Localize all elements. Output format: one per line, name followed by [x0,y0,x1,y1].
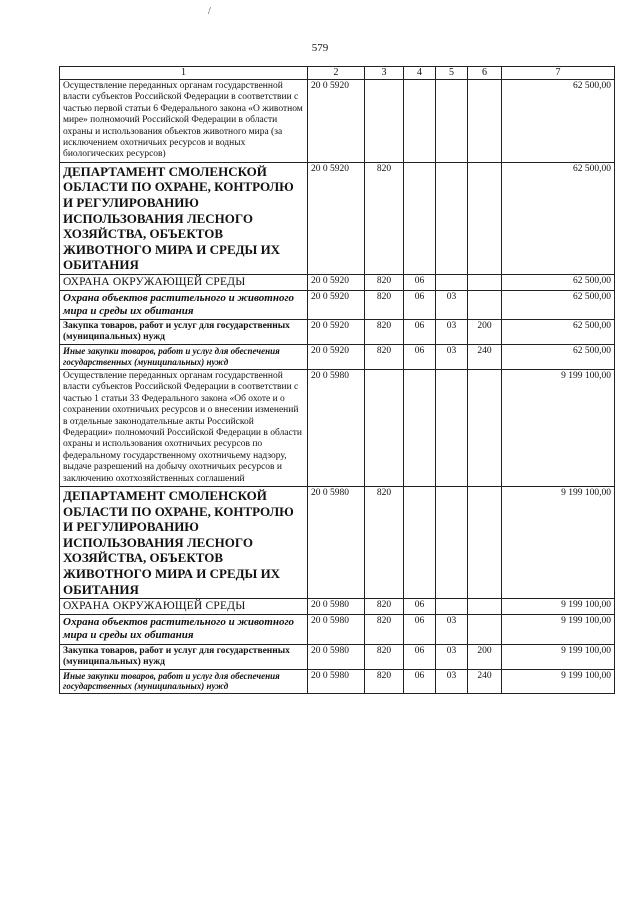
column-header: 2 [308,67,365,80]
ministry-code: 820 [365,599,404,615]
header-row [60,67,615,80]
table-row [60,599,615,615]
table-row [60,644,615,669]
section-code: 06 [404,291,436,320]
column-header: 7 [502,67,615,80]
expense-type-code [468,80,502,163]
target-article-code: 20 0 5920 [308,162,365,274]
column-header: 6 [468,67,502,80]
ministry-code: 820 [365,275,404,291]
amount: 9 199 100,00 [502,669,615,694]
subsection-code [436,275,468,291]
subsection-code: 03 [436,320,468,345]
expense-type-code [468,275,502,291]
subsection-code: 03 [436,644,468,669]
table-row [60,320,615,345]
column-header: 3 [365,67,404,80]
amount: 62 500,00 [502,320,615,345]
table-row [60,275,615,291]
expense-type-code [468,599,502,615]
column-header: 1 [60,67,308,80]
target-article-code: 20 0 5920 [308,275,365,291]
expense-type-code: 240 [468,345,502,370]
subsection-code [436,487,468,599]
subsection-code [436,370,468,487]
target-article-code: 20 0 5920 [308,80,365,163]
subsection-code [436,80,468,163]
row-name: ОХРАНА ОКРУЖАЮЩЕЙ СРЕДЫ [60,599,308,615]
section-code [404,487,436,599]
target-article-code: 20 0 5980 [308,615,365,644]
section-code [404,80,436,163]
table-row [60,370,615,487]
target-article-code: 20 0 5980 [308,370,365,487]
row-name: ОХРАНА ОКРУЖАЮЩЕЙ СРЕДЫ [60,275,308,291]
ministry-code [365,370,404,487]
row-name: ДЕПАРТАМЕНТ СМОЛЕНСКОЙ ОБЛАСТИ ПО ОХРАНЕ, КОНТРОЛЮ И РЕГУЛИРОВАНИЮ ИСПОЛЬЗОВАНИЯ ЛЕСНОГО ХОЗЯЙСТВА, ОБЪЕКТОВ ЖИВОТНОГО МИРА И СРЕДЫ ИХ ОБИТАНИЯ [60,162,308,274]
section-code [404,370,436,487]
ministry-code: 820 [365,615,404,644]
ministry-code: 820 [365,644,404,669]
column-header: 5 [436,67,468,80]
ministry-code: 820 [365,291,404,320]
expense-type-code [468,615,502,644]
subsection-code: 03 [436,669,468,694]
row-name: Осуществление переданных органам государственной власти субъектов Российской Федерации в соответствии с частью первой статьи 6 Федерального закона «О животном мире» полномочий Российской Федерации в области охраны и использования объектов животного мира (за исключением охотничьих ресурсов и водных биологических ресурсов) [60,80,308,163]
section-code: 06 [404,320,436,345]
amount: 62 500,00 [502,291,615,320]
subsection-code: 03 [436,291,468,320]
column-header: 4 [404,67,436,80]
target-article-code: 20 0 5980 [308,487,365,599]
amount: 9 199 100,00 [502,644,615,669]
row-name: Охрана объектов растительного и животного мира и среды их обитания [60,615,308,644]
target-article-code: 20 0 5980 [308,644,365,669]
target-article-code: 20 0 5980 [308,669,365,694]
table-row [60,669,615,694]
target-article-code: 20 0 5920 [308,320,365,345]
row-name: Охрана объектов растительного и животного мира и среды их обитания [60,291,308,320]
table-row [60,615,615,644]
ministry-code: 820 [365,320,404,345]
row-name: Закупка товаров, работ и услуг для государственных (муниципальных) нужд [60,320,308,345]
subsection-code: 03 [436,615,468,644]
row-name: Иные закупки товаров, работ и услуг для обеспечения государственных (муниципальных) нужд [60,345,308,370]
section-code: 06 [404,615,436,644]
expense-type-code: 240 [468,669,502,694]
amount: 62 500,00 [502,275,615,291]
subsection-code [436,162,468,274]
scan-mark: / [208,6,211,17]
row-name: Осуществление переданных органам государственной власти субъектов Российской Федерации в соответствии с частью 1 статьи 33 Федерального закона «Об охоте и о сохранении охотничьих ресурсов и о внесении изменений в отдельные законодательные акты Российской Федерации» полномочий Российской Федерации в области охраны и использования охотничьих ресурсов по федеральному государственному охотничьему надзору, выдаче разрешений на добычу охотничьих ресурсов и заключению охотхозяйственных соглашений [60,370,308,487]
table-row [60,80,615,163]
subsection-code [436,599,468,615]
amount: 9 199 100,00 [502,599,615,615]
expense-type-code [468,162,502,274]
section-code: 06 [404,275,436,291]
ministry-code [365,80,404,163]
target-article-code: 20 0 5920 [308,345,365,370]
target-article-code: 20 0 5980 [308,599,365,615]
expense-type-code [468,487,502,599]
row-name: Иные закупки товаров, работ и услуг для обеспечения государственных (муниципальных) нужд [60,669,308,694]
expense-type-code: 200 [468,320,502,345]
expense-type-code [468,291,502,320]
amount: 9 199 100,00 [502,615,615,644]
ministry-code: 820 [365,345,404,370]
ministry-code: 820 [365,669,404,694]
table-row [60,345,615,370]
amount: 62 500,00 [502,345,615,370]
section-code [404,162,436,274]
table-row [60,291,615,320]
ministry-code: 820 [365,487,404,599]
table-row [60,487,615,599]
target-article-code: 20 0 5920 [308,291,365,320]
expense-type-code: 200 [468,644,502,669]
amount: 9 199 100,00 [502,370,615,487]
section-code: 06 [404,669,436,694]
amount: 62 500,00 [502,80,615,163]
table-row [60,162,615,274]
amount: 9 199 100,00 [502,487,615,599]
page-number: 579 [311,42,329,54]
section-code: 06 [404,599,436,615]
expense-type-code [468,370,502,487]
amount: 62 500,00 [502,162,615,274]
section-code: 06 [404,345,436,370]
section-code: 06 [404,644,436,669]
subsection-code: 03 [436,345,468,370]
ministry-code: 820 [365,162,404,274]
row-name: Закупка товаров, работ и услуг для государственных (муниципальных) нужд [60,644,308,669]
row-name: ДЕПАРТАМЕНТ СМОЛЕНСКОЙ ОБЛАСТИ ПО ОХРАНЕ, КОНТРОЛЮ И РЕГУЛИРОВАНИЮ ИСПОЛЬЗОВАНИЯ ЛЕСНОГО ХОЗЯЙСТВА, ОБЪЕКТОВ ЖИВОТНОГО МИРА И СРЕДЫ ИХ ОБИТАНИЯ [60,487,308,599]
budget-table [59,66,615,694]
